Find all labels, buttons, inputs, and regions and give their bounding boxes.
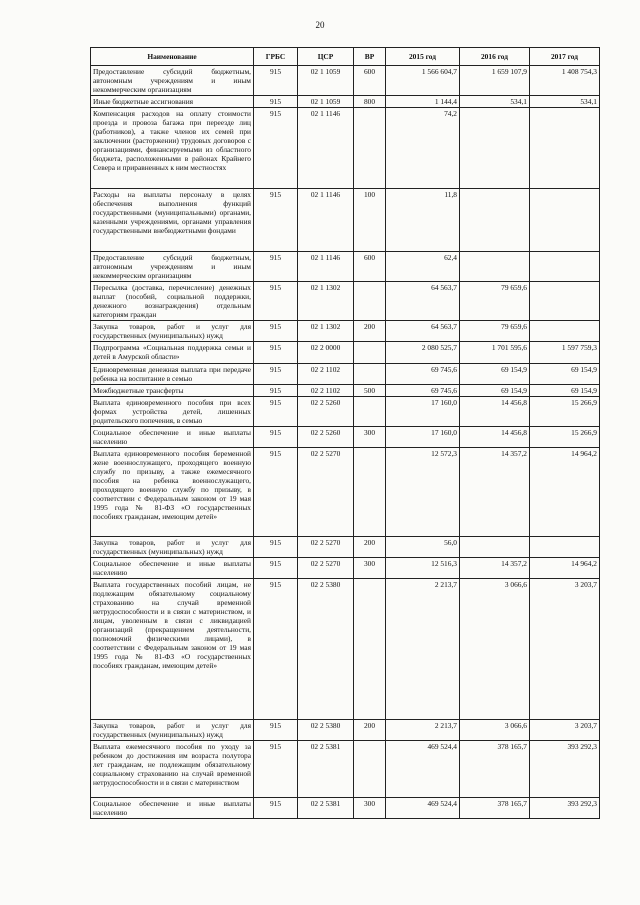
row-2016: 378 165,7 xyxy=(460,740,530,797)
table-header-row xyxy=(91,48,600,66)
row-2016: 14 456,8 xyxy=(460,426,530,447)
table-row xyxy=(91,66,600,96)
row-name: Выплата единовременного пособия при всех формах устройства детей, лишенных родительского попечения, в семью xyxy=(91,396,254,426)
row-2017: 14 964,2 xyxy=(530,557,600,578)
row-grbs: 915 xyxy=(254,578,298,719)
table-row xyxy=(91,96,600,108)
row-vr: 300 xyxy=(354,557,386,578)
row-2015: 64 563,7 xyxy=(386,282,460,321)
row-2015: 62,4 xyxy=(386,252,460,282)
row-2015: 12 516,3 xyxy=(386,557,460,578)
header-2017: 2017 год xyxy=(530,48,600,66)
row-vr xyxy=(354,282,386,321)
row-2015: 1 566 604,7 xyxy=(386,66,460,96)
row-csr: 02 2 5381 xyxy=(298,740,354,797)
row-2015: 11,8 xyxy=(386,189,460,252)
table-row xyxy=(91,189,600,252)
row-csr: 02 1 1302 xyxy=(298,282,354,321)
header-2015: 2015 год xyxy=(386,48,460,66)
row-grbs: 915 xyxy=(254,557,298,578)
row-csr: 02 2 5270 xyxy=(298,536,354,557)
header-vr: ВР xyxy=(354,48,386,66)
row-grbs: 915 xyxy=(254,426,298,447)
row-name: Пересылка (доставка, перечисление) денежных выплат (пособий, социальной поддержки, денежного вознаграждения) отдельным категориям граждан xyxy=(91,282,254,321)
row-2016: 378 165,7 xyxy=(460,797,530,818)
row-name: Социальное обеспечение и иные выплаты населению xyxy=(91,426,254,447)
row-2017: 1 408 754,3 xyxy=(530,66,600,96)
row-2017 xyxy=(530,282,600,321)
table-row xyxy=(91,719,600,740)
row-csr: 02 1 1146 xyxy=(298,189,354,252)
row-name: Подпрограмма «Социальная поддержка семьи и детей в Амурской области» xyxy=(91,342,254,363)
row-2017: 534,1 xyxy=(530,96,600,108)
table-row xyxy=(91,282,600,321)
row-2015: 2 080 525,7 xyxy=(386,342,460,363)
row-grbs: 915 xyxy=(254,719,298,740)
row-name: Выплата единовременного пособия беременной жене военнослужащего, проходящего военную службу по призыву, а также ежемесячного пособия на ребенка военнослужащего, проходящего военную службу по призыву, в соответствии с Федеральным законом от 19 мая 1995 года № 81-ФЗ «О государственных пособиях гражданам, имеющим детей» xyxy=(91,447,254,536)
row-2017: 14 964,2 xyxy=(530,447,600,536)
table-row xyxy=(91,740,600,797)
row-2015: 12 572,3 xyxy=(386,447,460,536)
row-csr: 02 1 1059 xyxy=(298,96,354,108)
row-grbs: 915 xyxy=(254,96,298,108)
row-2015: 69 745,6 xyxy=(386,363,460,384)
row-name: Закупка товаров, работ и услуг для государственных (муниципальных) нужд xyxy=(91,719,254,740)
table-row xyxy=(91,396,600,426)
row-2015: 1 144,4 xyxy=(386,96,460,108)
row-vr xyxy=(354,447,386,536)
row-2016 xyxy=(460,108,530,189)
row-grbs: 915 xyxy=(254,282,298,321)
row-grbs: 915 xyxy=(254,396,298,426)
row-vr xyxy=(354,740,386,797)
row-2016: 3 066,6 xyxy=(460,719,530,740)
row-2017 xyxy=(530,321,600,342)
row-2015: 2 213,7 xyxy=(386,578,460,719)
row-vr: 500 xyxy=(354,384,386,396)
row-name: Социальное обеспечение и иные выплаты населению xyxy=(91,797,254,818)
row-csr: 02 2 5380 xyxy=(298,578,354,719)
row-name: Межбюджетные трансферты xyxy=(91,384,254,396)
row-2017: 3 203,7 xyxy=(530,578,600,719)
page-number: 20 xyxy=(315,20,325,30)
row-2016: 1 659 107,9 xyxy=(460,66,530,96)
row-2015: 64 563,7 xyxy=(386,321,460,342)
row-vr: 800 xyxy=(354,96,386,108)
header-csr: ЦСР xyxy=(298,48,354,66)
row-vr xyxy=(354,578,386,719)
row-grbs: 915 xyxy=(254,108,298,189)
header-2016: 2016 год xyxy=(460,48,530,66)
row-2017: 69 154,9 xyxy=(530,384,600,396)
row-2017: 1 597 759,3 xyxy=(530,342,600,363)
row-csr: 02 1 1146 xyxy=(298,252,354,282)
budget-table xyxy=(90,47,600,819)
row-2017 xyxy=(530,108,600,189)
row-grbs: 915 xyxy=(254,321,298,342)
row-2017: 15 266,9 xyxy=(530,426,600,447)
row-grbs: 915 xyxy=(254,536,298,557)
row-2015: 69 745,6 xyxy=(386,384,460,396)
row-vr: 300 xyxy=(354,426,386,447)
table-row xyxy=(91,447,600,536)
row-2017: 69 154,9 xyxy=(530,363,600,384)
row-2016: 14 357,2 xyxy=(460,447,530,536)
row-name: Единовременная денежная выплата при передаче ребенка на воспитание в семью xyxy=(91,363,254,384)
row-csr: 02 1 1302 xyxy=(298,321,354,342)
table-row xyxy=(91,252,600,282)
row-csr: 02 1 1146 xyxy=(298,108,354,189)
row-csr: 02 2 5260 xyxy=(298,426,354,447)
row-name: Социальное обеспечение и иные выплаты населению xyxy=(91,557,254,578)
row-name: Закупка товаров, работ и услуг для государственных (муниципальных) нужд xyxy=(91,536,254,557)
row-vr xyxy=(354,108,386,189)
row-vr: 600 xyxy=(354,66,386,96)
row-grbs: 915 xyxy=(254,447,298,536)
row-csr: 02 1 1059 xyxy=(298,66,354,96)
row-2017: 393 292,3 xyxy=(530,740,600,797)
row-grbs: 915 xyxy=(254,252,298,282)
table-row xyxy=(91,108,600,189)
table-row xyxy=(91,363,600,384)
row-name: Иные бюджетные ассигнования xyxy=(91,96,254,108)
row-2017: 3 203,7 xyxy=(530,719,600,740)
table-row xyxy=(91,321,600,342)
row-name: Предоставление субсидий бюджетным, автономным учреждениям и иным некоммерческим организациям xyxy=(91,66,254,96)
row-2015: 469 524,4 xyxy=(386,740,460,797)
row-grbs: 915 xyxy=(254,797,298,818)
row-2016 xyxy=(460,189,530,252)
row-vr: 200 xyxy=(354,321,386,342)
row-2015: 469 524,4 xyxy=(386,797,460,818)
row-2015: 2 213,7 xyxy=(386,719,460,740)
table-row xyxy=(91,578,600,719)
row-vr: 600 xyxy=(354,252,386,282)
row-csr: 02 2 5380 xyxy=(298,719,354,740)
row-2016: 3 066,6 xyxy=(460,578,530,719)
row-vr: 300 xyxy=(354,797,386,818)
row-vr xyxy=(354,396,386,426)
row-vr: 200 xyxy=(354,719,386,740)
row-2016 xyxy=(460,252,530,282)
row-2016: 79 659,6 xyxy=(460,282,530,321)
row-2016: 14 357,2 xyxy=(460,557,530,578)
row-vr xyxy=(354,363,386,384)
row-2015: 56,0 xyxy=(386,536,460,557)
row-vr xyxy=(354,342,386,363)
table-row xyxy=(91,557,600,578)
row-2017 xyxy=(530,536,600,557)
row-grbs: 915 xyxy=(254,740,298,797)
row-2017: 393 292,3 xyxy=(530,797,600,818)
row-2016: 14 456,8 xyxy=(460,396,530,426)
row-name: Выплата ежемесячного пособия по уходу за ребенком до достижения им возраста полутора лет гражданам, не подлежащим обязательному социальному страхованию на случай временной нетрудоспособности и в связи с материнством xyxy=(91,740,254,797)
table-row xyxy=(91,536,600,557)
row-csr: 02 2 5260 xyxy=(298,396,354,426)
row-grbs: 915 xyxy=(254,384,298,396)
row-2015: 17 160,0 xyxy=(386,426,460,447)
row-grbs: 915 xyxy=(254,363,298,384)
row-csr: 02 2 5381 xyxy=(298,797,354,818)
row-vr: 100 xyxy=(354,189,386,252)
row-csr: 02 2 1102 xyxy=(298,384,354,396)
row-2015: 74,2 xyxy=(386,108,460,189)
row-name: Закупка товаров, работ и услуг для государственных (муниципальных) нужд xyxy=(91,321,254,342)
header-grbs: ГРБС xyxy=(254,48,298,66)
row-2016: 534,1 xyxy=(460,96,530,108)
row-2015: 17 160,0 xyxy=(386,396,460,426)
table-row xyxy=(91,384,600,396)
row-vr: 200 xyxy=(354,536,386,557)
row-name: Предоставление субсидий бюджетным, автономным учреждениям и иным некоммерческим организациям xyxy=(91,252,254,282)
header-name: Наименование xyxy=(91,48,254,66)
row-grbs: 915 xyxy=(254,342,298,363)
row-2016: 79 659,6 xyxy=(460,321,530,342)
row-2017: 15 266,9 xyxy=(530,396,600,426)
row-name: Выплата государственных пособий лицам, не подлежащим обязательному социальному страхованию на случай временной нетрудоспособности и в связи с материнством, и лицам, уволенным в связи с ликвидацией организаций (прекращением деятельности, полномочий физическими лицами), в соответствии с Федеральным законом от 19 мая 1995 года № 81-ФЗ «О государственных пособиях гражданам, имеющим детей» xyxy=(91,578,254,719)
table-row xyxy=(91,426,600,447)
table-row xyxy=(91,342,600,363)
row-grbs: 915 xyxy=(254,66,298,96)
row-name: Расходы на выплаты персоналу в целях обеспечения выполнения функций государственными (муниципальными) органами, казенными учреждениями, органами управления государственными внебюджетными фондами xyxy=(91,189,254,252)
table-row xyxy=(91,797,600,818)
row-csr: 02 2 0000 xyxy=(298,342,354,363)
row-grbs: 915 xyxy=(254,189,298,252)
row-name: Компенсация расходов на оплату стоимости проезда и провоза багажа при переезде лиц (работников), а также членов их семей при заключении (расторжении) трудовых договоров с организациями, финансируемыми из областного бюджета, расположенными в районах Крайнего Севера и приравненных к ним местностях xyxy=(91,108,254,189)
row-2016 xyxy=(460,536,530,557)
row-csr: 02 2 1102 xyxy=(298,363,354,384)
row-csr: 02 2 5270 xyxy=(298,557,354,578)
row-2016: 69 154,9 xyxy=(460,384,530,396)
row-csr: 02 2 5270 xyxy=(298,447,354,536)
row-2017 xyxy=(530,252,600,282)
row-2017 xyxy=(530,189,600,252)
row-2016: 1 701 595,6 xyxy=(460,342,530,363)
row-2016: 69 154,9 xyxy=(460,363,530,384)
